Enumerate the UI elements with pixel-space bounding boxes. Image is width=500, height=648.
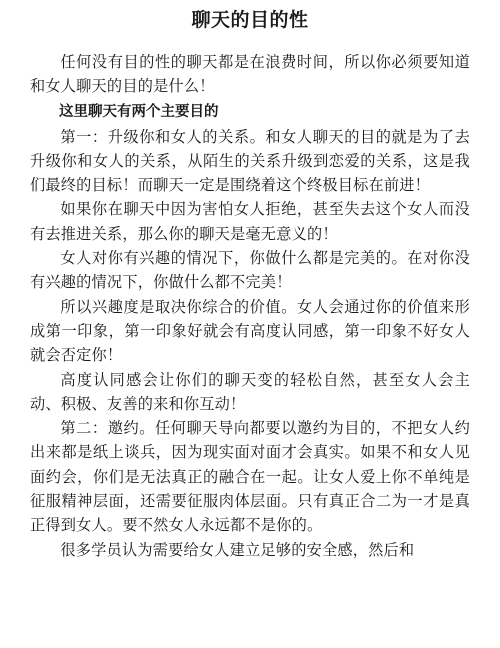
body-paragraph: 很多学员认为需要给女人建立足够的安全感，然后和 <box>60 540 415 559</box>
body-paragraph: 高度认同感会让你们的聊天变的轻松自然，甚至女人会主动、积极、友善的来和你互动！ <box>30 370 470 413</box>
section-heading: 这里聊天有两个主要目的 <box>59 103 219 120</box>
intro-paragraph: 任何没有目的性的聊天都是在浪费时间，所以你必须要知道和女人聊天的目的是什么！ <box>30 53 470 96</box>
body-paragraph: 如果你在聊天中因为害怕女人拒绝，甚至失去这个女人而没有去推进关系，那么你的聊天是毫无意义的！ <box>30 200 470 243</box>
body-paragraph: 女人对你有兴趣的情况下，你做什么都是完美的。在对你没有兴趣的情况下，你做什么都不完美！ <box>30 249 470 292</box>
point-one-paragraph: 第一：升级你和女人的关系。和女人聊天的目的就是为了去升级你和女人的关系，从陌生的关系升级到恋爱的关系，这是我们最终的目标！而聊天一定是围绕着这个终极目标在前进！ <box>30 127 470 195</box>
page-title: 聊天的目的性 <box>191 9 309 31</box>
body-paragraph: 所以兴趣度是取决你综合的价值。女人会通过你的价值来形成第一印象，第一印象好就会有高度认同感，第一印象不好女人就会否定你！ <box>30 297 470 365</box>
point-two-paragraph: 第二：邀约。任何聊天导向都要以邀约为目的，不把女人约出来都是纸上谈兵，因为现实面对面才会真实。如果不和女人见面约会，你们是无法真正的融合在一起。让女人爱上你不单纯是征服精神层面，还需要征服肉体层面。只有真正合二为一才是真正得到女人。要不然女人永远都不是你的。 <box>30 419 470 535</box>
